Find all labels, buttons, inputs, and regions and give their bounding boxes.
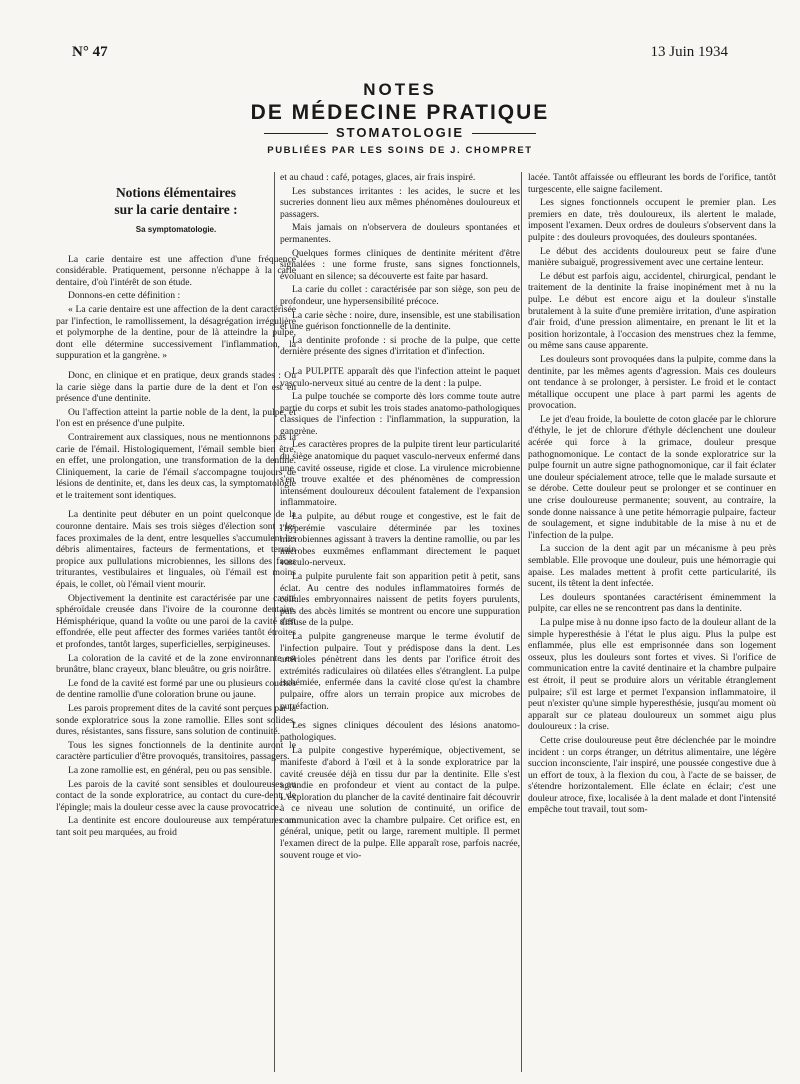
column-divider: [521, 172, 522, 1072]
paragraph: Les parois de la cavité sont sensibles et douloureuses au contact de la sonde exploratrice, au contact du cure-dent, de l'épingle; mais la douleur cesse avec la cause provocatrice.: [56, 778, 296, 813]
paragraph: Tous les signes fonctionnels de la dentinite auront le caractère particulier d'être provoqués, transitoires, passagers.: [56, 739, 296, 763]
paragraph: La pulpite, au début rouge et congestive, est le fait de l'hyperémie vasculaire déterminée par les toxines microbiennes agissant à travers la dentine ramollie, ou par les microbes euxmêmes enflammant directement le paquet vasculo-nerveux.: [280, 511, 520, 569]
paragraph: Les parois proprement dites de la cavité sont perçues par la sonde exploratrice sous la zone ramollie. Elles sont solides, dures, résistantes, sans fissure, sans solution de continuité.: [56, 702, 296, 738]
paragraph: La carie dentaire est une affection d'une fréquence considérable. Pratiquement, personne n'échappe à la carie dentaire, d'où l'intérêt de son étude.: [56, 253, 296, 288]
article-title: [56, 184, 296, 218]
paragraph: La pulpite congestive hyperémique, objectivement, se manifeste d'abord à l'œil et à la sonde exploratrice par la cavité creusée déjà en tissu dur par la dentinite. Elle s'est agrandie en profondeur et vient au contact de la pulpe. L'exploration du plancher de la cavité dentinaire fait découvrir à ce niveau une solution de continuité, un orifice de communication avec la chambre pulpaire. Cet orifice est, en général, unique, petit ou large, rarement multiple. Il permet l'examen direct de la pulpe. Elle apparaît rose, parfois nacrée, souvent rouge et vio-: [280, 745, 520, 861]
paragraph: La zone ramollie est, en général, peu ou pas sensible.: [68, 764, 273, 776]
column-1: [56, 184, 296, 1084]
section-rule-right: [472, 133, 536, 134]
paragraph: Quelques formes cliniques de dentinite méritent d'être signalées : une forme fruste, sans signes fonctionnels, évoluant en silence; sa découverte est faite par hasard.: [280, 247, 520, 282]
paragraph: La carie du collet : caractérisée par son siège, son peu de profondeur, une hypersensibilité précoce.: [280, 284, 520, 307]
paragraph: Ou l'affection atteint la partie noble de la dent, la pulpe, et l'on est en présence d'une pulpite.: [56, 406, 296, 430]
issue-number: N° 47: [72, 44, 108, 60]
paragraph: La dentinite profonde : si proche de la pulpe, que cette dernière présente des signes d'irritation et d'infection.: [280, 334, 520, 358]
paragraph: Le jet d'eau froide, la boulette de coton glacée par le chlorure d'éthyle, le jet de chlorure d'éthyle déclenchent une douleur acérée qui force à la grimace, douleur presque pathognomonique. Le contact de la sonde exploratrice sur la pulpe fournit un autre signe pathognomonique, car il fait éclater une douleur spécialement atroce, telle que le malade sursaute et se dérobe. Cette douleur peut se prolonger et se continuer en une crise douloureuse permanente; souvent, au contraire, la sonde donne naissance à une petite hémorragie pulpaire, facteur de soulagement, et signe indubitable de la mise à nu et de l'infection de la pulpe.: [528, 413, 776, 541]
paragraph: La dentinite peut débuter en un point quelconque de la couronne dentaire. Mais ses trois sièges d'élection sont : les faces proximales de la dent, entre lesquelles s'accumulent les débris alimentaires, facteurs de fermentations, et terrain propice aux pullulations microbiennes, les sillons des faces triturantes, vestibulaires et linguales, où l'émail est moins épais, le collet, où l'émail vient mourir.: [56, 509, 296, 591]
paragraph: Objectivement la dentinite est caractérisée par une cavité sphéroïdale creusée dans l'ivoire de la couronne dentaire. Hémisphérique, quand la voûte ou une paroi de la cavité s'est effondrée, elle peut affecter des formes variées tantôt étroites et profondes, tantôt larges, superficielles, serpigineuses.: [56, 592, 296, 650]
paragraph: Donnons-en cette définition :: [68, 290, 181, 302]
paragraph: La carie sèche : noire, dure, insensible, est une stabilisation et une guérison fonctionnelle de la dentinite.: [280, 309, 520, 333]
paragraph: Donc, en clinique et en pratique, deux grands stades : Ou la carie siège dans la partie dure de la dent et l'on est en présence d'une dentinite.: [56, 369, 296, 405]
paragraph: Cette crise douloureuse peut être déclenchée par le moindre incident : un corps étranger, un détritus alimentaire, une légère succion inconsciente, l'air inspiré, une poussée congestive due à un effort de toux, à la flexion du cou, à l'acte de se baisser, de s'étendre horizontalement. Elle éclate en éclair; c'est une douleur atroce, fixe, localisée à la dent malade et dont l'intensité empêche tout travail, tout som-: [528, 734, 776, 816]
paragraph: Les signes fonctionnels occupent le premier plan. Les premiers en date, très douloureux, ils alertent le malade, imposent l'examen. Deux ordres de douleurs s'observent dans la pulpite : des douleurs provoquées, des douleurs spontanées.: [528, 197, 776, 243]
paragraph: La PULPITE apparaît dès que l'infection atteint le paquet vasculo-nerveux situé au centre de la dent : la pulpe.: [280, 365, 520, 389]
paragraph: La pulpe mise à nu donne ipso facto de la douleur allant de la simple hyperesthésie à l'état le plus aigu. Plus la pulpe est enflammée, plus elle est emprisonnée dans son logement osseux, plus les douleurs sont fortes et vives. Si l'orifice de communication entre la cavité dentinaire et la chambre pulpaire est étroit, il peut se produire alors un véritable étranglement pulpaire; s'il est large et permet l'expansion inflammatoire, il peut n'exister qu'une simple hyperesthésie, jusqu'au moment où apparaît sur ce plateau douloureux un sommet aigu plus douloureux : la crise.: [528, 616, 776, 733]
column-2: [280, 172, 520, 1072]
paragraph: Les douleurs spontanées caractérisent éminemment la pulpite, car elles ne se rencontrent pas dans la dentinite.: [528, 591, 776, 615]
paragraph: et au chaud : café, potages, glaces, air frais inspiré.: [280, 172, 476, 183]
paragraph: La coloration de la cavité et de la zone environnante est brunâtre, blanc crayeux, blanc bleuâtre, ou gris noirâtre.: [56, 652, 296, 676]
masthead-title: DE MÉDECINE PRATIQUE: [250, 101, 550, 124]
column-3: [528, 172, 776, 1072]
paragraph: Mais jamais on n'observera de douleurs spontanées et permanentes.: [280, 222, 520, 245]
article-subtitle: Sa symptomatologie.: [135, 225, 217, 234]
paragraph: Les substances irritantes : les acides, le sucre et les sucreries donnent lieu aux mêmes phénomènes douloureux et passagers.: [280, 185, 520, 220]
paragraph: Les caractères propres de la pulpite tirent leur particularité du siège anatomique du paquet vasculo-nerveux enfermé dans une cavité osseuse, rigide et close. La virulence microbienne s'en trouve exaltée et des phénomènes de compression intensément douloureux découlent fatalement de l'expansion inflammatoire.: [280, 439, 520, 509]
paragraph: Les signes cliniques découlent des lésions anatomo-pathologiques.: [280, 720, 520, 743]
article-title-line: Notions élémentaires: [115, 185, 237, 200]
paragraph: La dentinite est encore douloureuse aux températures un tant soit peu marquées, au froid: [56, 815, 296, 838]
paragraph: Le fond de la cavité est formé par une ou plusieurs couches de dentine ramollie d'une coloration brune ou jaune.: [56, 677, 296, 701]
paragraph: Le début est parfois aigu, accidentel, chirurgical, pendant le traitement de la dentinite la fraise inopinément met à nu la pulpe. Le début est encore aigu et la douleur s'installe brutalement à la suite d'une première irritation, d'une aspiration d'air froid, d'une pression alimentaire, en prenant le lit et la position horizontale, à l'occasion des menstrues chez la femme, ou même sans cause apparente.: [528, 270, 776, 352]
masthead-section: [0, 125, 800, 140]
article-title-line: sur la carie dentaire :: [114, 202, 238, 217]
paragraph: « La carie dentaire est une affection de la dent caractérisée par l'infection, le ramollissement, la désagrégation irrégulière et polymorphe de la dentine, pour de là atteindre la pulpe, dont elle détermine successivement l'inflammation, la suppuration et la gangrène. »: [56, 303, 296, 362]
paragraph: Le début des accidents douloureux peut se faire d'une manière subaiguë, progressivement avec une certaine lenteur.: [528, 245, 776, 269]
paragraph: lacée. Tantôt affaissée ou effleurant les bords de l'orifice, tantôt turgescente, elle saigne facilement.: [528, 172, 776, 195]
masthead-notes: NOTES: [363, 80, 437, 99]
paragraph: Les douleurs sont provoquées dans la pulpite, comme dans la dentinite, par les mêmes agents d'agression. Mais ces douleurs ont tendance à se prolonger, à persister. Le froid et le contact métallique occupent une place à part parmi les agents de provocation.: [528, 353, 776, 412]
paragraph: La pulpite gangreneuse marque le terme évolutif de l'infection pulpaire. Tout y prédispose dans la dent. Les artérioles pénètrent dans les dents par l'orifice étroit des extrémités radiculaires où dilatées elles s'étranglent. La pulpe ischémiée, enfermée dans la cavité close qu'est la chambre pulpaire, offre alors un terrain propice aux microbes de putréfaction.: [280, 630, 520, 712]
paragraph: Contrairement aux classiques, nous ne mentionnons pas la carie de l'émail. Histologiquement, l'émail semble bien être, en effet, une prolongation, une transformation de la dentine. Cliniquement, la carie de l'émail s'accompagne toujours de lésions de dentinite, et, dans les deux cas, la symptomatologie et le traitement sont identiques.: [56, 431, 296, 501]
paragraph: La pulpite purulente fait son apparition petit à petit, sans éclat. Au centre des nodules inflammatoires formés de cellules embryonnaires naissent de petits foyers purulents, puis des abcès limités se montrent ou encore une suppuration diffuse de la pulpe.: [280, 571, 520, 629]
section-label: STOMATOLOGIE: [335, 125, 464, 140]
issue-date: 13 Juin 1934: [650, 44, 728, 60]
paragraph: La pulpe touchée se comporte dès lors comme toute autre partie du corps et subit les trois stades anatomo-pathologiques classiques de l'infection : l'inflammation, la suppuration, la gangrène.: [280, 391, 520, 437]
paragraph: La succion de la dent agit par un mécanisme à peu près semblable. Elle provoque une douleur, puis une hémorragie qui apaise. Les malades mettent à profit cette particularité, ils sucent, ils têtent la dent infectée.: [528, 543, 776, 590]
section-rule-left: [264, 133, 328, 134]
masthead-byline: PUBLIÉES PAR LES SOINS DE J. CHOMPRET: [267, 145, 533, 156]
